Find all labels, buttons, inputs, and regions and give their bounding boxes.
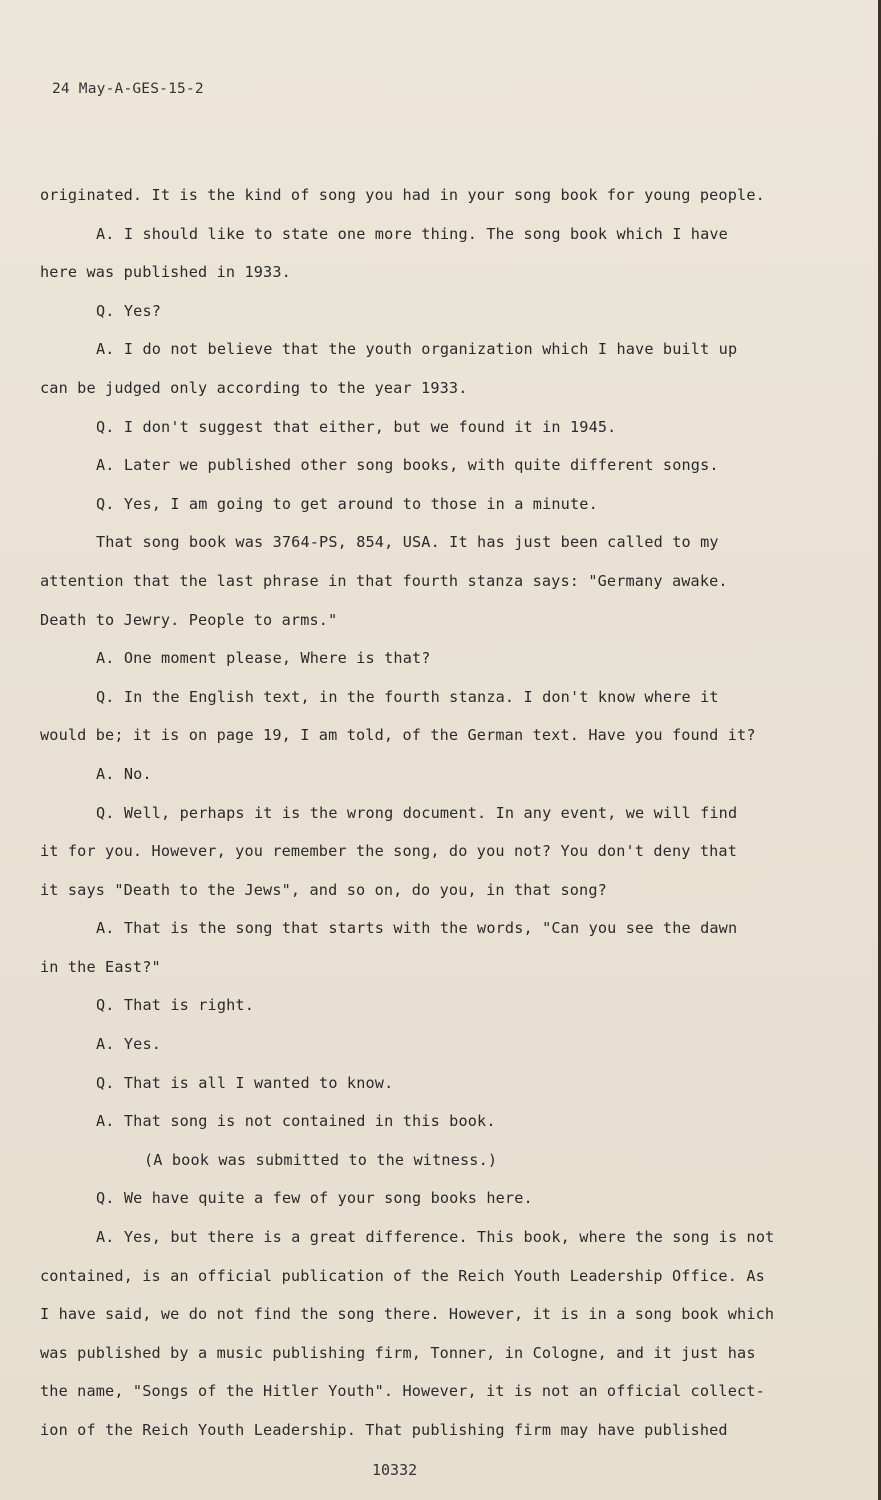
transcript-line: here was published in 1933.: [40, 263, 291, 282]
transcript-line: A. One moment please, Where is that?: [96, 649, 431, 668]
transcript-line: the name, "Songs of the Hitler Youth". However, it is not an official collect-: [40, 1382, 765, 1401]
transcript-line: Q. I don't suggest that either, but we found it in 1945.: [96, 417, 617, 436]
transcript-line: contained, is an official publication of the Reich Youth Leadership Office. As: [40, 1266, 765, 1285]
transcript-line: it says "Death to the Jews", and so on, do you, in that song?: [40, 880, 607, 899]
transcript-line: in the East?": [40, 957, 161, 976]
transcript-line: Q. Well, perhaps it is the wrong document. In any event, we will find: [96, 803, 738, 822]
transcript-line: was published by a music publishing firm, Tonner, in Cologne, and it just has: [40, 1343, 756, 1362]
transcript-line: I have said, we do not find the song there. However, it is in a song book which: [40, 1305, 775, 1324]
transcript-line: Q. That is right.: [96, 996, 254, 1015]
transcript-line: A. Yes.: [96, 1035, 162, 1054]
transcript-line: originated. It is the kind of song you had in your song book for young people.: [40, 186, 765, 204]
transcript-line: Q. We have quite a few of your song books here.: [96, 1189, 533, 1208]
transcript-line: A. No.: [96, 764, 152, 783]
document-reference: 24 May-A-GES-15-2: [52, 81, 204, 97]
transcript-line: can be judged only according to the year 1933.: [40, 378, 468, 397]
transcript-line: A. That song is not contained in this book.: [96, 1112, 496, 1131]
transcript-line: attention that the last phrase in that fourth stanza says: "Germany awake.: [40, 571, 728, 590]
transcript-line: Q. In the English text, in the fourth stanza. I don't know where it: [96, 687, 719, 706]
transcript-line: it for you. However, you remember the song, do you not? You don't deny that: [40, 842, 738, 861]
transcript-line: A. I do not believe that the youth organization which I have built up: [96, 340, 738, 359]
transcript-line: would be; it is on page 19, I am told, of the German text. Have you found it?: [40, 726, 756, 745]
transcript-body: [40, 176, 820, 1450]
transcript-line: (A book was submitted to the witness.): [144, 1150, 498, 1169]
transcript-line: A. I should like to state one more thing. The song book which I have: [96, 224, 728, 243]
transcript-line: Q. Yes?: [96, 301, 162, 320]
page-number: 10332: [372, 1461, 418, 1479]
transcript-line: A. That is the song that starts with the words, "Can you see the dawn: [96, 919, 738, 938]
transcript-line: A. Later we published other song books, with quite different songs.: [96, 456, 719, 475]
transcript-line: Death to Jewry. People to arms.": [40, 610, 338, 629]
transcript-line: Q. That is all I wanted to know.: [96, 1073, 394, 1092]
transcript-line: Q. Yes, I am going to get around to those in a minute.: [96, 494, 598, 513]
transcript-line: A. Yes, but there is a great difference. This book, where the song is not: [96, 1228, 775, 1247]
transcript-line: That song book was 3764-PS, 854, USA. It has just been called to my: [96, 533, 719, 552]
transcript-line: ion of the Reich Youth Leadership. That publishing firm may have published: [40, 1421, 728, 1439]
